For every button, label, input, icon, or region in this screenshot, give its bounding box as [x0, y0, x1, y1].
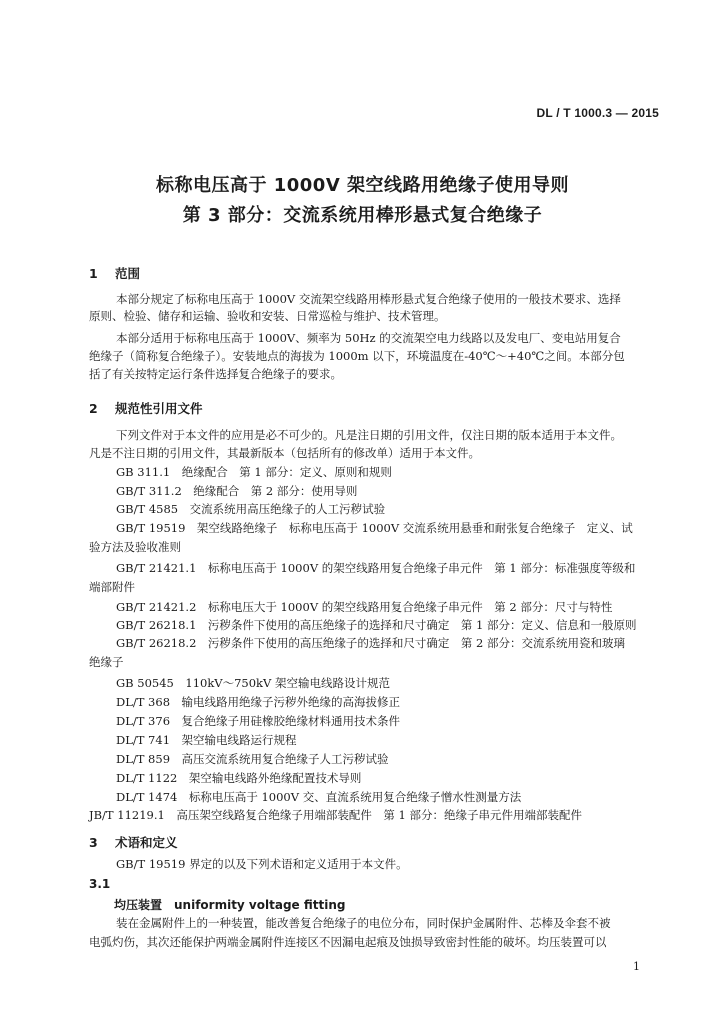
reference-entry: GB 50545 110kV～750kV 架空输电线路设计规范 — [116, 676, 390, 690]
norm-intro-line: 凡是不注日期的引用文件，其最新版本（包括所有的修改单）适用于本文件。 — [89, 446, 480, 460]
section-title: 术语和定义 — [115, 835, 178, 850]
term-body-line: 装在金属附件上的一种装置，能改善复合绝缘子的电位分布，同时保护金属附件、芯棒及伞套不被 — [116, 916, 611, 930]
section-heading-normative-refs — [89, 399, 203, 417]
standard-number: DL / T 1000.3 — 2015 — [536, 106, 659, 120]
term-body-line: 电弧灼伤，其次还能保护两端金属附件连接区不因漏电起痕及蚀损导致密封性能的破坏。均压装置可以 — [89, 935, 607, 949]
reference-entry: GB/T 26218.2 污秽条件下使用的高压绝缘子的选择和尺寸确定 第 2 部分：交流系统用瓷和玻璃 — [116, 636, 626, 650]
reference-entry: DL/T 741 架空输电线路运行规程 — [116, 733, 297, 747]
term-number: 3.1 — [89, 877, 111, 891]
scope-line: 本部分规定了标称电压高于 1000V 交流架空线路用棒形悬式复合绝缘子使用的一般技术要求、选择 — [116, 292, 621, 306]
scope-line: 绝缘子（简称复合绝缘子）。安装地点的海拔为 1000m 以下，环境温度在-40℃～+40℃之间。本部分包 — [89, 349, 625, 363]
reference-entry: DL/T 376 复合绝缘子用硅橡胶绝缘材料通用技术条件 — [116, 714, 401, 728]
reference-entry: GB/T 21421.1 标称电压高于 1000V 的架空线路用复合绝缘子串元件 第 1 部分：标准强度等级和 — [116, 561, 636, 575]
norm-intro-line: 下列文件对于本文件的应用是必不可少的。凡是注日期的引用文件，仅注日期的版本适用于本文件。 — [116, 428, 622, 442]
scope-line: 括了有关按特定运行条件选择复合绝缘子的要求。 — [89, 367, 342, 381]
reference-entry: GB/T 19519 架空线路绝缘子 标称电压高于 1000V 交流系统用悬垂和耐张复合绝缘子 定义、试 — [116, 521, 633, 535]
reference-entry: GB/T 4585 交流系统用高压绝缘子的人工污秽试验 — [116, 502, 386, 516]
scope-line: 原则、检验、储存和运输、验收和安装、日常巡检与维护、技术管理。 — [89, 309, 446, 323]
term-title: 均压装置 uniformity voltage fitting — [114, 898, 346, 912]
section-title: 规范性引用文件 — [115, 401, 203, 416]
section-heading-scope — [89, 264, 140, 282]
section-number: 1 — [89, 266, 98, 281]
reference-entry: GB 311.1 绝缘配合 第 1 部分：定义、原则和规则 — [116, 465, 392, 479]
reference-entry-cont: 绝缘子 — [89, 655, 124, 669]
reference-entry: DL/T 1122 架空输电线路外绝缘配置技术导则 — [116, 771, 362, 785]
reference-entry: DL/T 1474 标称电压高于 1000V 交、直流系统用复合绝缘子憎水性测量方法 — [116, 790, 522, 804]
reference-entry: DL/T 859 高压交流系统用复合绝缘子人工污秽试验 — [116, 752, 389, 766]
reference-entry: GB/T 26218.1 污秽条件下使用的高压绝缘子的选择和尺寸确定 第 1 部分：定义、信息和一般原则 — [116, 618, 637, 632]
section-number: 3 — [89, 835, 98, 850]
reference-entry: GB/T 21421.2 标称电压大于 1000V 的架空线路用复合绝缘子串元件 第 2 部分：尺寸与特性 — [116, 600, 613, 614]
section-title: 范围 — [115, 266, 141, 281]
section-number: 2 — [89, 401, 98, 416]
scope-line: 本部分适用于标称电压高于 1000V、频率为 50Hz 的交流架空电力线路以及发电厂、变电站用复合 — [116, 331, 621, 345]
reference-entry: JB/T 11219.1 高压架空线路复合绝缘子用端部装配件 第 1 部分：绝缘子串元件用端部装配件 — [89, 808, 582, 822]
page-number: 1 — [633, 960, 640, 973]
reference-entry: DL/T 368 输电线路用绝缘子污秽外绝缘的高海拔修正 — [116, 695, 401, 709]
doc-title-line2: 第 3 部分：交流系统用棒形悬式复合绝缘子 — [182, 205, 543, 226]
doc-title-line1: 标称电压高于 1000V 架空线路用绝缘子使用导则 — [155, 175, 570, 196]
reference-entry: GB/T 311.2 绝缘配合 第 2 部分：使用导则 — [116, 484, 358, 498]
reference-entry-cont: 端部附件 — [89, 580, 135, 594]
section-heading-terms — [89, 833, 178, 851]
terms-intro: GB/T 19519 界定的以及下列术语和定义适用于本文件。 — [116, 857, 408, 871]
reference-entry-cont: 验方法及验收准则 — [89, 540, 181, 554]
